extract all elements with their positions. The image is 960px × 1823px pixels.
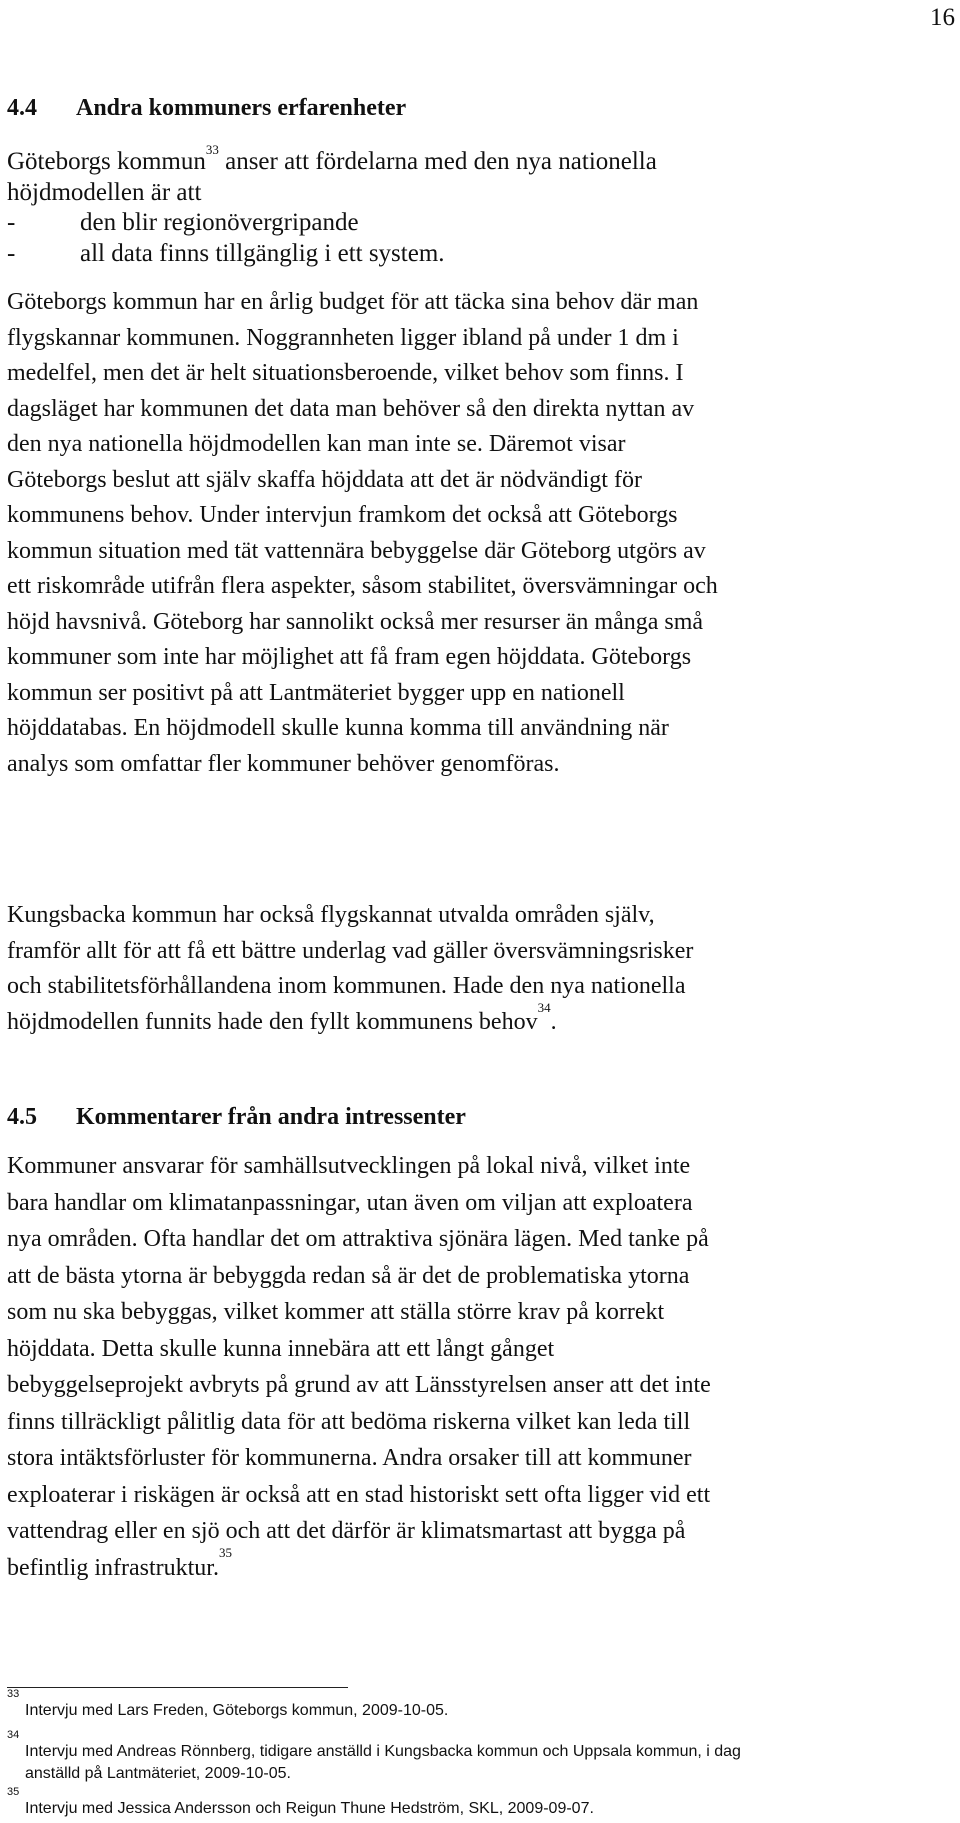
paragraph-line: exploaterar i riskägen är också att en stad historiskt sett ofta ligger vid ett <box>7 1481 711 1508</box>
footnote-ref-33[interactable]: 33 <box>205 142 219 157</box>
section-title: Andra kommuners erfarenheter <box>76 95 407 121</box>
intro-line-2: höjdmodellen är att <box>7 178 202 206</box>
list-item-text: all data finns tillgänglig i ett system. <box>80 239 445 267</box>
section-title: Kommentarer från andra intressenter <box>76 1104 466 1130</box>
footnote-text: Intervju med Jessica Andersson och Reigun Thune Hedström, SKL, 2009-09-07. <box>25 1800 594 1817</box>
list-item-text: den blir regionövergripande <box>80 209 359 236</box>
paragraph-line: analys som omfattar fler kommuner behöver genomföras. <box>7 750 560 777</box>
paragraph-text-end: . <box>550 1008 557 1035</box>
paragraph-line: kommunens behov. Under intervjun framkom det också att Göteborgs <box>7 502 678 528</box>
paragraph-line: och stabilitetsförhållandena inom kommunen. Hade den nya nationella <box>7 973 686 999</box>
paragraph-line: finns tillräckligt pålitlig data för att bedöma riskerna vilket kan leda till <box>7 1408 691 1435</box>
intro-paragraph <box>7 142 657 269</box>
paragraph-line: höjddata. Detta skulle kunna innebära att ett långt gånget <box>7 1335 555 1362</box>
paragraph-text: befintlig infrastruktur. <box>7 1554 219 1581</box>
paragraph-line: Kommuner ansvarar för samhällsutvecklingen på lokal nivå, vilket inte <box>7 1153 691 1179</box>
intro-line-1 <box>7 142 657 178</box>
paragraph-line: stora intäktsförluster för kommunerna. Andra orsaker till att kommuner <box>7 1445 692 1471</box>
paragraph-line: höjd havsnivå. Göteborg har sannolikt också mer resurser än många små <box>7 608 704 635</box>
footnote-separator <box>7 1687 348 1688</box>
footnote-33 <box>7 1688 449 1722</box>
section-number: 4.5 <box>7 1104 37 1130</box>
footnote-number: 34 <box>7 1729 20 1741</box>
paragraph-line: Göteborgs beslut att själv skaffa höjddata att det är nödvändigt för <box>7 466 642 493</box>
paragraph-line: kommun ser positivt på att Lantmäteriet bygger upp en nationell <box>7 679 625 706</box>
footnote-text-cont: anställd på Lantmäteriet, 2009-10-05. <box>25 1765 291 1782</box>
list-dash: - <box>7 239 16 267</box>
page-number: 16 <box>930 4 955 31</box>
paragraph-line: Kungsbacka kommun har också flygskannat utvalda områden själv, <box>7 902 655 928</box>
footnote-number: 35 <box>7 1786 20 1798</box>
paragraph-line: som nu ska bebyggas, vilket kommer att ställa större krav på korrekt <box>7 1299 665 1325</box>
footnote-number: 33 <box>7 1688 20 1700</box>
section-heading-4-5 <box>7 1104 466 1131</box>
paragraph-line: bara handlar om klimatanpassningar, utan även om viljan att exploatera <box>7 1189 693 1216</box>
paragraph-line: bebyggelseprojekt avbryts på grund av att Länsstyrelsen anser att det inte <box>7 1372 711 1398</box>
section-number: 4.4 <box>7 95 37 121</box>
footnote-text: Intervju med Lars Freden, Göteborgs kommun, 2009-10-05. <box>25 1702 449 1719</box>
paragraph-line: flygskannar kommunen. Noggrannheten ligger ibland på under 1 dm i <box>7 324 679 351</box>
paragraph-line: kommun situation med tät vattennära bebyggelse där Göteborg utgörs av <box>7 537 706 564</box>
list-item <box>7 239 657 270</box>
list-dash: - <box>7 209 16 236</box>
footnote-text: Intervju med Andreas Rönnberg, tidigare anställd i Kungsbacka kommun och Uppsala kommun, i dag <box>25 1743 741 1760</box>
footnote-35 <box>7 1786 594 1820</box>
paragraph-line: att de bästa ytorna är bebyggda redan så är det de problematiska ytorna <box>7 1262 690 1289</box>
paragraph-text: höjdmodellen funnits hade den fyllt kommunens behov <box>7 1008 538 1035</box>
paragraph-line: dagsläget har kommunen det data man behöver så den direkta nyttan av <box>7 395 695 422</box>
paragraph-line: höjddatabas. En höjdmodell skulle kunna komma till användning när <box>7 715 669 741</box>
kommentarer-paragraph <box>7 1148 711 1586</box>
paragraph-line: medelfel, men det är helt situationsberoende, vilket behov som finns. I <box>7 360 684 386</box>
paragraph-line: kommuner som inte har möjlighet att få fram egen höjddata. Göteborgs <box>7 644 692 670</box>
paragraph-line: nya områden. Ofta handlar det om attraktiva sjönära lägen. Med tanke på <box>7 1226 709 1252</box>
paragraph-line: framför allt för att få ett bättre underlag vad gäller översvämningsrisker <box>7 937 694 964</box>
footnote-34 <box>7 1729 741 1785</box>
goteborg-paragraph <box>7 285 718 782</box>
paragraph-line: vattendrag eller en sjö och att det därför är klimatsmartast att bygga på <box>7 1518 686 1544</box>
kungsbacka-paragraph <box>7 898 693 1040</box>
paragraph-line: ett riskområde utifrån flera aspekter, såsom stabilitet, översvämningar och <box>7 573 718 599</box>
paragraph-line: Göteborgs kommun har en årlig budget för att täcka sina behov där man <box>7 289 699 315</box>
intro-text: Göteborgs kommun <box>7 148 206 175</box>
paragraph-line-last <box>7 999 693 1041</box>
paragraph-line-last <box>7 1544 711 1587</box>
list-item <box>7 208 657 239</box>
paragraph-line: den nya nationella höjdmodellen kan man inte se. Däremot visar <box>7 431 626 457</box>
intro-text-cont: anser att fördelarna med den nya nationella <box>218 148 657 175</box>
footnote-ref-34[interactable]: 34 <box>537 999 551 1015</box>
section-heading-4-4 <box>7 95 406 122</box>
footnote-ref-35[interactable]: 35 <box>218 1544 232 1560</box>
